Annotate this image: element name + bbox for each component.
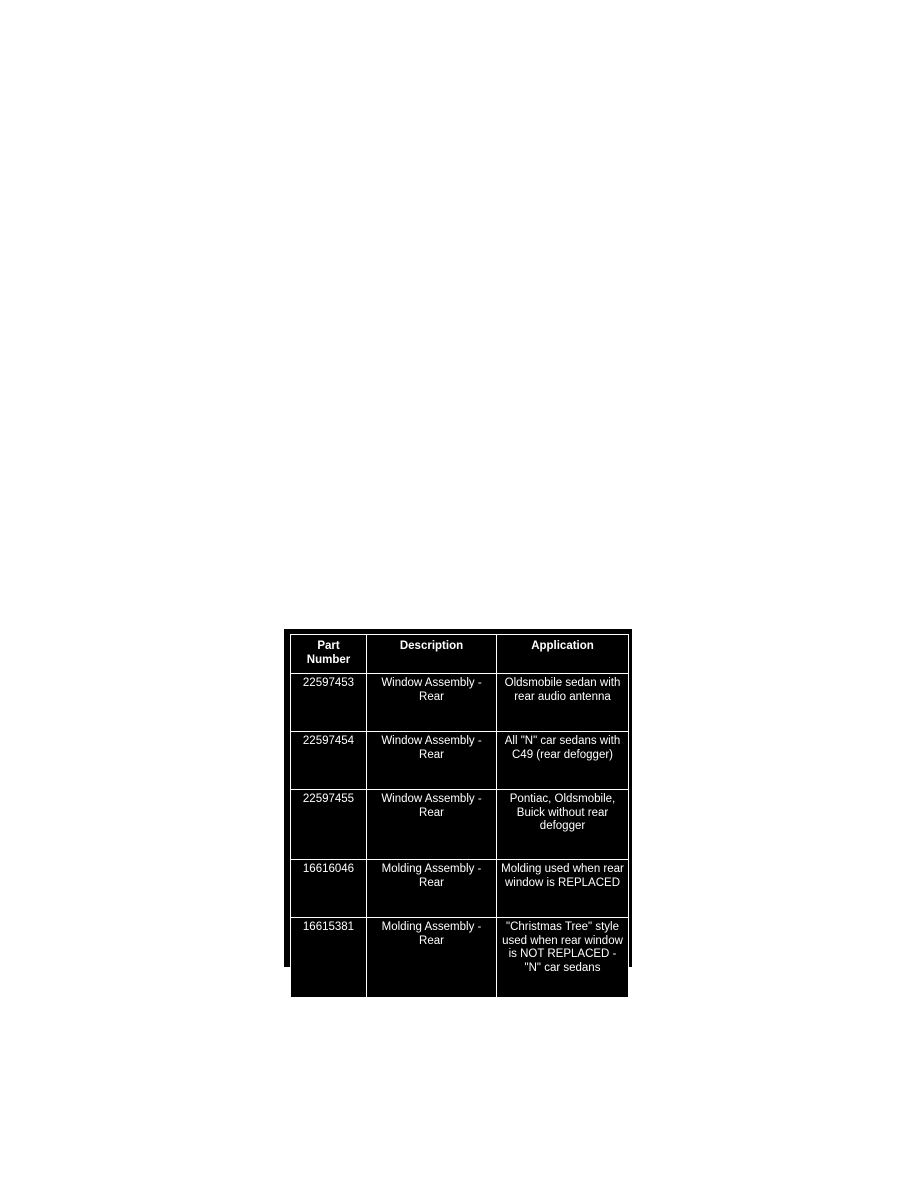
- column-header-part-number-line1: Part: [317, 640, 340, 652]
- cell-part-number: 16616046: [291, 860, 367, 918]
- table-row: [291, 732, 629, 790]
- column-header-application: Application: [497, 635, 629, 674]
- cell-description: Window Assembly - Rear: [367, 790, 497, 860]
- table-row: [291, 674, 629, 732]
- table-row: [291, 790, 629, 860]
- cell-application: "Christmas Tree" style used when rear window is NOT REPLACED - "N" car sedans: [497, 918, 629, 998]
- column-header-part-number: [291, 635, 367, 674]
- cell-description: Molding Assembly - Rear: [367, 860, 497, 918]
- parts-table: [290, 634, 629, 998]
- cell-part-number: 22597454: [291, 732, 367, 790]
- table-row: [291, 918, 629, 998]
- cell-part-number: 16615381: [291, 918, 367, 998]
- column-header-part-number-line2: Number: [306, 653, 351, 666]
- cell-application: Molding used when rear window is REPLACED: [497, 860, 629, 918]
- cell-description: Window Assembly - Rear: [367, 732, 497, 790]
- cell-part-number: 22597455: [291, 790, 367, 860]
- column-header-description: Description: [367, 635, 497, 674]
- table-row: [291, 860, 629, 918]
- parts-reference-figure: [284, 629, 632, 974]
- cell-application: Oldsmobile sedan with rear audio antenna: [497, 674, 629, 732]
- cell-description: Molding Assembly - Rear: [367, 918, 497, 998]
- cell-part-number: 22597453: [291, 674, 367, 732]
- cell-application: Pontiac, Oldsmobile, Buick without rear defogger: [497, 790, 629, 860]
- table-header-row: [291, 635, 629, 674]
- cell-description: Window Assembly - Rear: [367, 674, 497, 732]
- cell-application: All "N" car sedans with C49 (rear defogger): [497, 732, 629, 790]
